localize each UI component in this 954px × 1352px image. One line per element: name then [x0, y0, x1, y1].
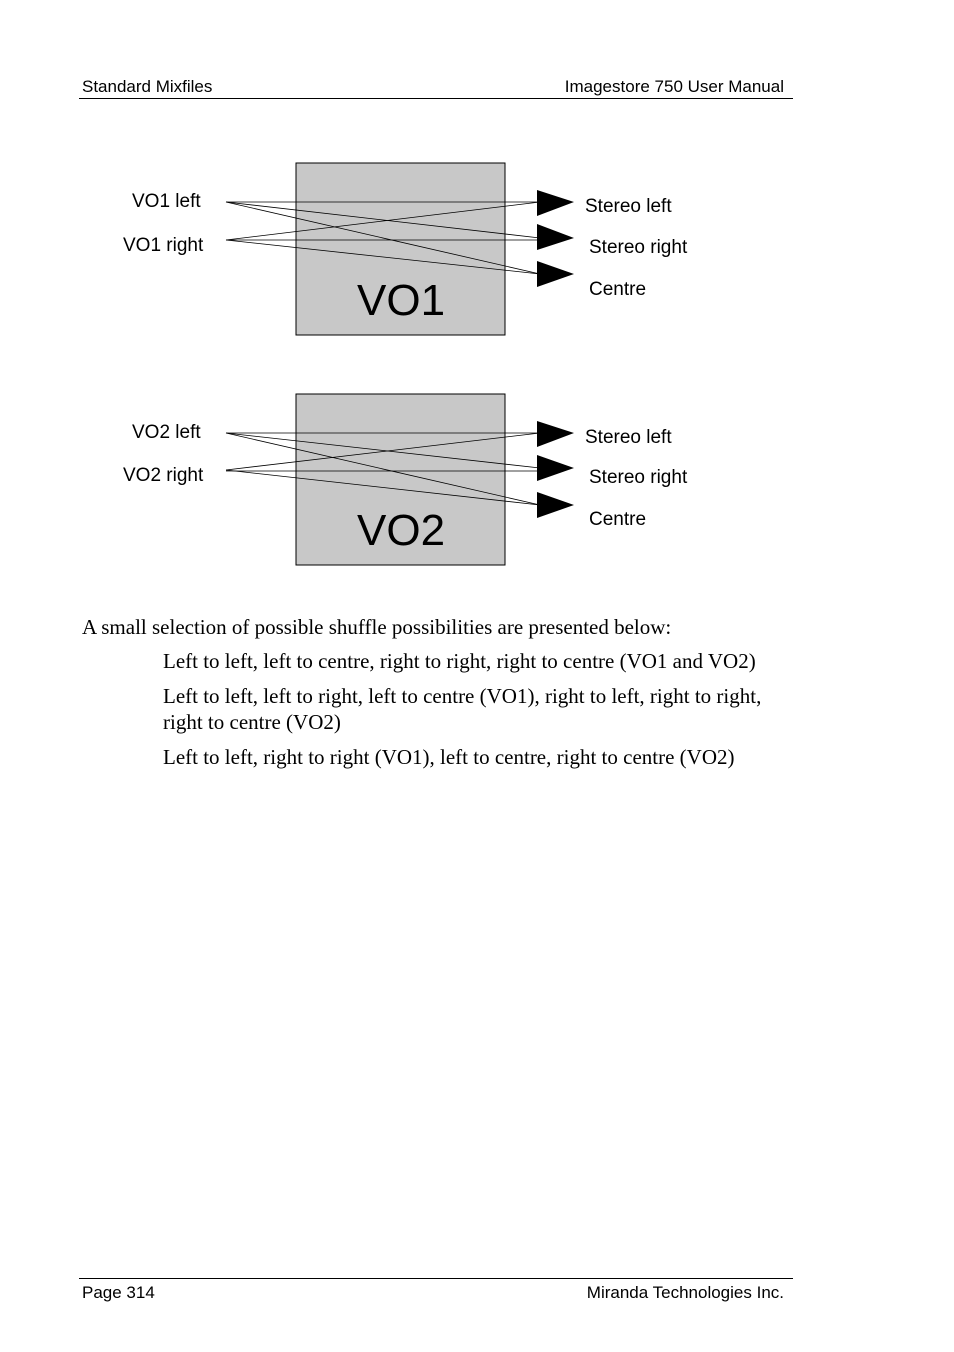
list-item: Left to left, left to centre, right to right, right to centre (VO1 and VO2): [163, 649, 756, 673]
vo2-stereo-left-arrow-icon: [537, 421, 574, 447]
vo2-left-input-label: VO2 left: [132, 422, 201, 443]
footer-rule: [79, 1278, 793, 1279]
vo1-box-label: VO1: [357, 276, 446, 325]
header-manual-title: Imagestore 750 User Manual: [564, 77, 784, 96]
vo1-stereo-right-arrow-icon: [537, 224, 574, 250]
vo2-stereo-left-output-label: Stereo left: [585, 427, 672, 448]
vo1-stereo-left-arrow-icon: [537, 190, 574, 216]
block-vo2: [123, 394, 688, 565]
vo2-box-label: VO2: [357, 506, 446, 555]
vo1-stereo-left-output-label: Stereo left: [585, 196, 672, 217]
header-rule: [79, 98, 793, 99]
vo2-output-arrows: [537, 421, 574, 518]
list-item: Left to left, left to right, left to centre (VO1), right to left, right to right, right to centre (VO2): [163, 684, 762, 734]
list-item: Left to left, right to right (VO1), left to centre, right to centre (VO2): [163, 745, 735, 769]
intro-paragraph: A small selection of possible shuffle possibilities are presented below:: [82, 615, 672, 639]
vo2-stereo-right-output-label: Stereo right: [589, 467, 688, 488]
vo2-stereo-right-arrow-icon: [537, 455, 574, 481]
vo1-centre-output-label: Centre: [589, 279, 647, 300]
header-section-title: Standard Mixfiles: [82, 77, 213, 96]
page-number: Page 314: [82, 1283, 155, 1302]
vo1-left-input-label: VO1 left: [132, 191, 201, 212]
block-vo1: [123, 163, 688, 335]
routing-diagram-svg: [0, 150, 954, 580]
vo1-output-arrows: [537, 190, 574, 287]
shuffle-options-list: [163, 648, 783, 779]
vo2-right-input-label: VO2 right: [123, 465, 204, 486]
footer-company: Miranda Technologies Inc.: [586, 1283, 784, 1302]
vo1-centre-arrow-icon: [537, 261, 574, 287]
vo2-centre-output-label: Centre: [589, 509, 647, 530]
routing-diagram: [0, 150, 954, 585]
vo1-right-input-label: VO1 right: [123, 235, 204, 256]
vo2-centre-arrow-icon: [537, 492, 574, 518]
vo1-stereo-right-output-label: Stereo right: [589, 237, 688, 258]
